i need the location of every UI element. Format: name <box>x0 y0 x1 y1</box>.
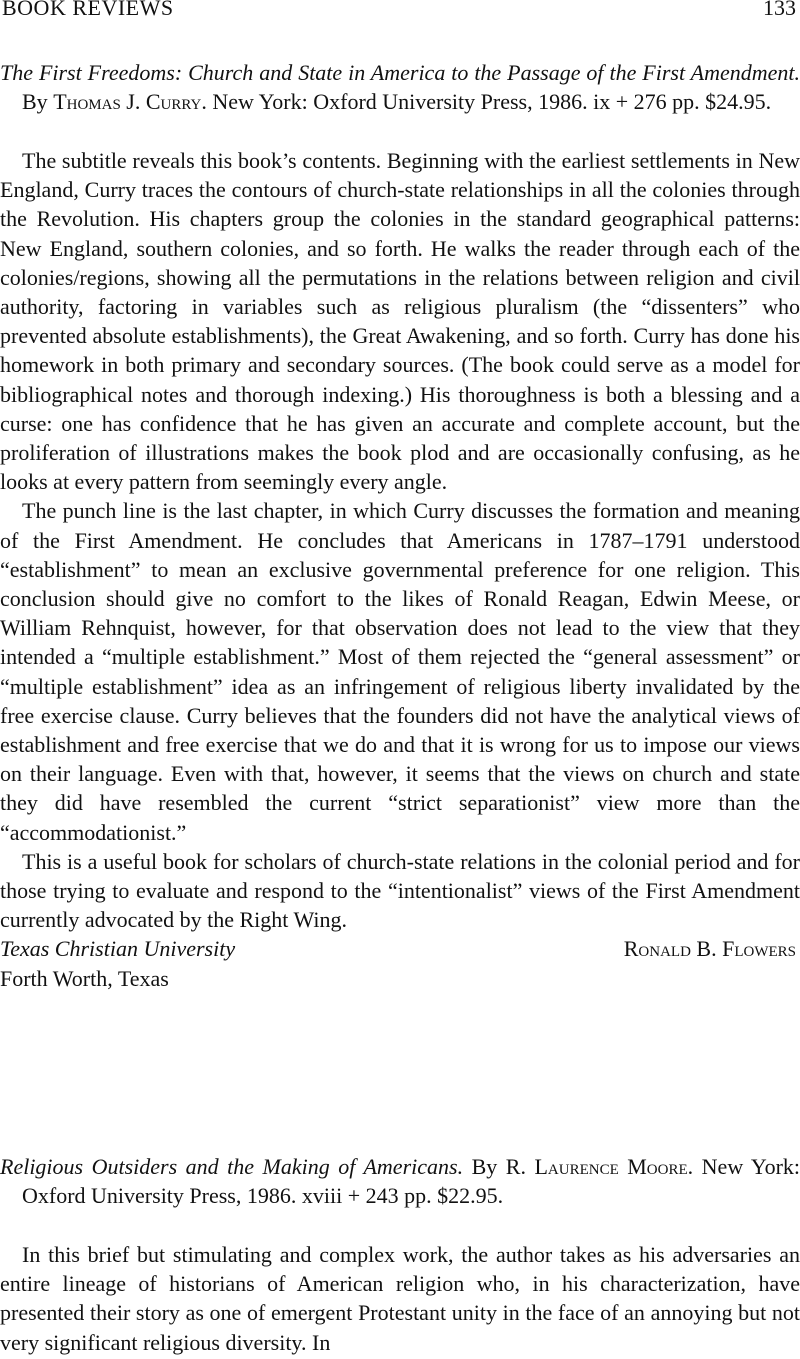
by-word: By <box>22 89 48 115</box>
review-body <box>0 1240 800 1357</box>
book-title: The First Freedoms: Church and State in America to the Passage of the First Amendment. <box>0 60 800 85</box>
section-title: BOOK REVIEWS <box>2 0 174 20</box>
book-author: Thomas J. Curry. <box>53 89 207 115</box>
running-head <box>0 0 800 28</box>
review-paragraph: The subtitle reveals this book’s contents. Beginning with the earliest settlements in New England, Curry traces the contours of church-state relationships in all the colonies through the Revolution. His chapters group the colonies in the standard geographical patterns: New England, southern colonies, and so forth. He walks the reader through each of the colonies/regions, showing all the permutations in the relations between religion and civil authority, factoring in variables such as religious pluralism (the “dissenters” who prevented absolute establishments), the Great Awakening, and so forth. Curry has done his homework in both primary and secondary sources. (The book could serve as a model for bibliographical notes and thorough indexing.) His thoroughness is both a blessing and a curse: one has confidence that he has given an accurate and complete account, but the proliferation of illustrations makes the book plod and are occasionally confusing, as he looks at every pattern from seemingly every angle. <box>0 148 800 495</box>
by-word: By <box>471 1154 498 1179</box>
book-title: Religious Outsiders and the Making of Americans. <box>0 1154 464 1179</box>
review-paragraph: In this brief but stimulating and complex work, the author takes as his adversaries an entire lineage of historians of American religion who, in his characterization, have presented their story as one of emergent Protestant unity in the face of an annoying but not very significant religious diversity. In <box>0 1242 800 1355</box>
publication-info: New York: Oxford University Press, 1986. ix + 276 pp. $24.95. <box>212 89 772 115</box>
book-author: R. Laurence Moore. <box>505 1154 694 1179</box>
publication-info: New York: Oxford University Press, 1986. xviii + 243 pp. $22.95. <box>22 1154 800 1209</box>
reviewer-institution: Texas Christian University <box>0 936 236 962</box>
reviewer-location: Forth Worth, Texas <box>0 965 169 991</box>
review-body <box>0 146 800 993</box>
review-paragraph: This is a useful book for scholars of church-state relations in the colonial period and for those trying to evaluate and respond to the “intentionalist” views of the First Amendment currently advocated by the Right Wing. <box>0 848 800 933</box>
review-citation <box>0 1152 800 1210</box>
reviewer-signature <box>0 934 800 963</box>
reviewer-name: Ronald B. Flowers <box>623 936 796 962</box>
review-citation <box>0 58 800 116</box>
page-number: 133 <box>763 0 796 20</box>
review-paragraph: The punch line is the last chapter, in which Curry discusses the formation and meaning of the First Amendment. He concludes that Americans in 1787–1791 understood “establishment” to mean an exclusive governmental preference for one religion. This conclusion should give no comfort to the likes of Ronald Reagan, Edwin Meese, or William Rehnquist, however, for that observation does not lead to the view that they intended a “multiple establishment.” Most of them rejected the “general assessment” or “multiple establishment” idea as an infringement of religious liberty invalidated by the free exercise clause. Curry believes that the founders did not have the analytical views of establishment and free exercise that we do and that it is wrong for us to impose our views on their language. Even with that, however, it seems that the views on church and state they did have resembled the current “strict separationist” view more than the “accommodationist.” <box>0 498 800 845</box>
